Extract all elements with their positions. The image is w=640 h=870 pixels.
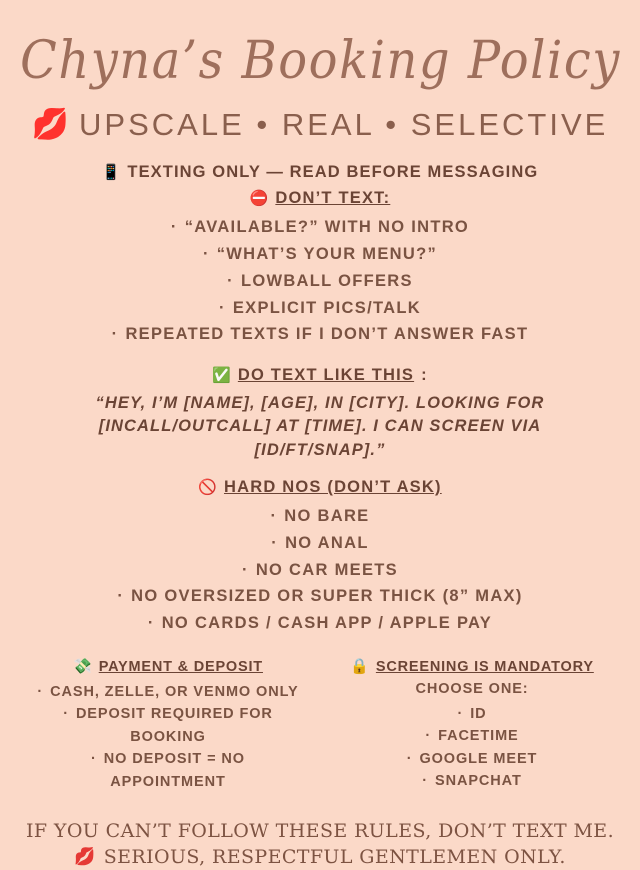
money-icon: 💸 <box>73 658 92 676</box>
texting-only-notice <box>102 163 539 182</box>
screening-heading <box>337 659 607 675</box>
texting-only-label: TEXTING ONLY — READ BEFORE MESSAGING <box>127 163 539 182</box>
list-item: · NO CARDS / CASH APP / APPLE PAY <box>117 610 522 637</box>
footer <box>26 819 614 870</box>
dont-text-label: DON’T TEXT: <box>275 189 391 208</box>
list-item: · NO ANAL <box>117 530 522 557</box>
list-item: · DEPOSIT REQUIRED FOR BOOKING <box>33 703 303 748</box>
payment-label: PAYMENT & DEPOSIT <box>98 658 263 675</box>
list-item: · FACETIME <box>337 725 607 747</box>
list-item: · ID <box>337 703 607 725</box>
list-item: · NO OVERSIZED OR SUPER THICK (8” MAX) <box>117 583 522 610</box>
hard-nos-list <box>117 503 522 637</box>
screening-list <box>337 703 607 793</box>
list-item: · LOWBALL OFFERS <box>112 268 529 295</box>
footer-line-2: SERIOUS, RESPECTFUL GENTLEMEN ONLY. <box>103 845 566 868</box>
footer-line-2-row <box>26 845 614 870</box>
dont-text-heading <box>250 189 391 208</box>
payment-list <box>33 681 303 793</box>
footer-line-1: IF YOU CAN’T FOLLOW THESE RULES, DON’T TEXT ME. <box>25 820 615 843</box>
prohibited-icon: 🚫 <box>198 479 217 497</box>
do-text-label: DO TEXT LIKE THIS <box>237 365 415 384</box>
list-item: · “WHAT’S YOUR MENU?” <box>112 241 529 268</box>
payment-heading <box>33 659 303 675</box>
payment-column <box>33 659 303 793</box>
tagline-text: UPSCALE • REAL • SELECTIVE <box>79 107 609 143</box>
do-text-label-suffix: : <box>421 365 428 384</box>
list-item: · NO DEPOSIT = NO APPOINTMENT <box>33 748 303 793</box>
hard-nos-label: HARD NOS (DON’T ASK) <box>223 478 442 497</box>
list-item: · NO CAR MEETS <box>117 557 522 584</box>
screening-subhead: CHOOSE ONE: <box>415 680 529 697</box>
do-text-heading <box>212 366 428 385</box>
list-item: · CASH, ZELLE, OR VENMO ONLY <box>33 681 303 703</box>
list-item: · SNAPCHAT <box>337 770 607 792</box>
mobile-phone-icon: 📱 <box>101 164 121 182</box>
list-item: · NO BARE <box>117 503 522 530</box>
screening-label: SCREENING IS MANDATORY <box>375 658 594 675</box>
two-column-section <box>18 659 622 793</box>
list-item: · GOOGLE MEET <box>337 748 607 770</box>
check-mark-icon: ✅ <box>212 366 231 384</box>
no-entry-icon: ⛔ <box>249 190 269 208</box>
list-item: · REPEATED TEXTS IF I DON’T ANSWER FAST <box>112 321 529 348</box>
do-text-sample: “HEY, I’M [NAME], [AGE], IN [CITY]. LOOKING FOR [INCALL/OUTCALL] AT [TIME]. I CAN SCREEN VIA [ID/FT/SNAP].” <box>95 393 545 459</box>
list-item: · “AVAILABLE?” WITH NO INTRO <box>112 214 529 241</box>
tagline <box>32 107 609 143</box>
lock-icon: 🔒 <box>350 658 369 676</box>
lips-icon: 💋 <box>74 847 96 868</box>
list-item: · EXPLICIT PICS/TALK <box>112 295 529 322</box>
screening-column <box>337 659 607 793</box>
lips-icon: 💋 <box>31 108 70 142</box>
dont-text-list <box>112 214 529 348</box>
hard-nos-heading <box>198 478 441 497</box>
page-title: Chyna’s Booking Policy <box>19 29 621 92</box>
